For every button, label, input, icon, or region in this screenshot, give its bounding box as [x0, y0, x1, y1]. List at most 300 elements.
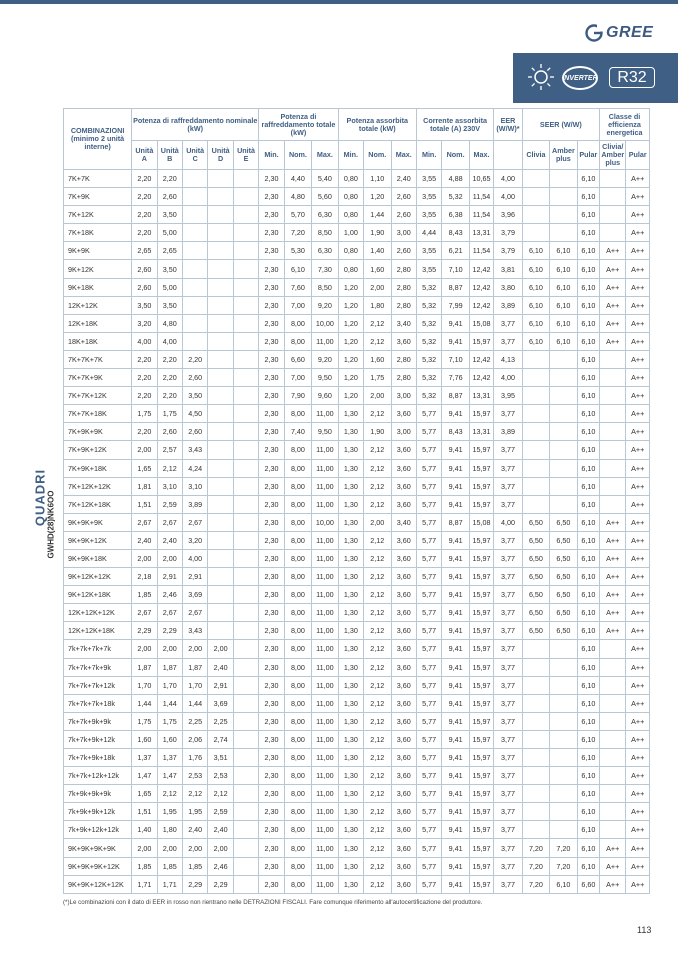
table-cell: 3,79 — [494, 242, 522, 260]
table-cell — [233, 296, 258, 314]
table-cell: 5,30 — [284, 242, 311, 260]
table-cell: 1,51 — [132, 495, 157, 513]
table-cell: 2,30 — [259, 875, 284, 893]
combination-cell: 7K+7K+12K — [64, 387, 132, 405]
table-cell — [208, 332, 233, 350]
table-cell: 5,77 — [416, 622, 441, 640]
table-cell: 2,30 — [259, 640, 284, 658]
table-cell: 11,54 — [469, 206, 493, 224]
table-cell — [600, 495, 626, 513]
header-seer: SEER (W/W) — [522, 109, 599, 141]
table-cell: A++ — [626, 513, 650, 531]
table-cell: 3,77 — [494, 875, 522, 893]
table-cell — [550, 821, 577, 839]
table-cell: 5,77 — [416, 803, 441, 821]
table-cell: 1,30 — [338, 513, 363, 531]
table-cell: 8,00 — [284, 839, 311, 857]
table-cell — [233, 622, 258, 640]
table-cell: 6,10 — [550, 278, 577, 296]
table-row — [64, 785, 650, 803]
table-cell: 0,80 — [338, 206, 363, 224]
table-cell — [600, 206, 626, 224]
table-cell: A++ — [626, 658, 650, 676]
table-cell: 0,80 — [338, 260, 363, 278]
table-cell: 8,00 — [284, 405, 311, 423]
table-cell: 1,30 — [338, 586, 363, 604]
table-cell: 1,87 — [132, 658, 157, 676]
table-cell: 2,12 — [364, 477, 391, 495]
table-cell — [550, 658, 577, 676]
table-cell: 3,60 — [391, 712, 416, 730]
table-cell: 2,30 — [259, 332, 284, 350]
table-cell: A++ — [600, 622, 626, 640]
table-cell — [522, 477, 549, 495]
table-cell: 2,30 — [259, 242, 284, 260]
table-cell — [208, 369, 233, 387]
table-cell: 9,41 — [442, 857, 469, 875]
table-row — [64, 495, 650, 513]
table-cell: 2,53 — [182, 767, 207, 785]
table-cell: 2,00 — [157, 640, 182, 658]
table-cell: 3,55 — [416, 260, 441, 278]
header-clivia: Clivia — [522, 141, 549, 170]
table-cell: 5,77 — [416, 694, 441, 712]
table-cell: 1,40 — [132, 821, 157, 839]
table-cell: 2,40 — [208, 658, 233, 676]
table-cell: 3,60 — [391, 694, 416, 712]
table-cell — [600, 749, 626, 767]
table-cell: 2,12 — [364, 459, 391, 477]
table-cell: 6,10 — [577, 350, 599, 368]
table-cell: 3,89 — [182, 495, 207, 513]
table-cell: 2,67 — [157, 604, 182, 622]
table-cell: 2,53 — [208, 767, 233, 785]
table-cell: 0,80 — [338, 242, 363, 260]
table-cell — [233, 839, 258, 857]
table-cell: 6,50 — [550, 531, 577, 549]
table-cell: 8,00 — [284, 441, 311, 459]
table-cell: 6,10 — [577, 785, 599, 803]
table-cell: 2,12 — [364, 622, 391, 640]
table-row — [64, 260, 650, 278]
table-cell: 2,00 — [182, 640, 207, 658]
table-cell: 1,30 — [338, 875, 363, 893]
table-cell: 5,77 — [416, 730, 441, 748]
table-cell: 13,31 — [469, 423, 493, 441]
table-cell — [233, 332, 258, 350]
table-cell: 1,76 — [182, 749, 207, 767]
table-cell: 3,40 — [391, 513, 416, 531]
combination-cell: 7K+9K+18K — [64, 459, 132, 477]
table-cell: 1,47 — [157, 767, 182, 785]
table-row — [64, 278, 650, 296]
table-cell: 1,81 — [132, 477, 157, 495]
header-combinazioni: COMBINAZIONI (minimo 2 unità interne) — [64, 109, 132, 170]
table-row — [64, 405, 650, 423]
table-cell: 3,60 — [391, 749, 416, 767]
table-cell: 3,77 — [494, 604, 522, 622]
table-cell: 3,77 — [494, 622, 522, 640]
table-cell — [550, 350, 577, 368]
table-cell: 2,30 — [259, 803, 284, 821]
table-cell: A++ — [626, 730, 650, 748]
table-cell: 2,00 — [364, 387, 391, 405]
table-cell: 6,38 — [442, 206, 469, 224]
table-cell: 6,10 — [577, 278, 599, 296]
logo-text: GREE — [606, 24, 654, 41]
table-cell: 8,00 — [284, 749, 311, 767]
table-cell: 1,30 — [338, 622, 363, 640]
table-cell: 15,97 — [469, 821, 493, 839]
table-cell: 3,20 — [182, 531, 207, 549]
side-label — [30, 440, 56, 600]
table-cell: A++ — [600, 513, 626, 531]
table-cell: A++ — [600, 857, 626, 875]
table-cell: 2,18 — [132, 568, 157, 586]
table-cell: 1,85 — [132, 586, 157, 604]
table-cell: A++ — [626, 622, 650, 640]
table-cell — [208, 350, 233, 368]
table-cell: 7,00 — [284, 369, 311, 387]
table-cell: 2,30 — [259, 821, 284, 839]
table-cell — [233, 188, 258, 206]
table-cell: 2,29 — [208, 875, 233, 893]
table-cell: 6,10 — [550, 242, 577, 260]
header-max: Max. — [391, 141, 416, 170]
combination-cell: 12K+12K+18K — [64, 622, 132, 640]
table-row — [64, 188, 650, 206]
table-cell — [600, 441, 626, 459]
table-cell: 2,30 — [259, 712, 284, 730]
table-cell: 15,97 — [469, 405, 493, 423]
table-cell: 3,55 — [416, 170, 441, 188]
table-cell: 1,85 — [182, 857, 207, 875]
table-cell — [600, 767, 626, 785]
table-cell — [208, 477, 233, 495]
table-cell: 2,91 — [157, 568, 182, 586]
table-cell: 8,00 — [284, 586, 311, 604]
table-cell: 6,10 — [522, 296, 549, 314]
table-row — [64, 694, 650, 712]
table-cell: 9,41 — [442, 676, 469, 694]
table-cell: 2,12 — [364, 730, 391, 748]
table-cell: 0,80 — [338, 170, 363, 188]
table-cell: 1,20 — [338, 387, 363, 405]
combination-cell: 7K+7K+7K — [64, 350, 132, 368]
table-cell: 3,77 — [494, 640, 522, 658]
table-cell: 8,00 — [284, 658, 311, 676]
table-cell — [208, 405, 233, 423]
table-cell: 2,30 — [259, 459, 284, 477]
table-cell: 6,50 — [550, 549, 577, 567]
table-cell: 7,10 — [442, 350, 469, 368]
table-row — [64, 170, 650, 188]
table-cell: 5,70 — [284, 206, 311, 224]
table-cell: 1,30 — [338, 694, 363, 712]
table-cell: 7,40 — [284, 423, 311, 441]
table-cell: 2,30 — [259, 224, 284, 242]
table-cell: 6,10 — [577, 513, 599, 531]
table-cell: 2,60 — [391, 188, 416, 206]
combination-cell: 9K+12K+18K — [64, 586, 132, 604]
table-cell: 4,24 — [182, 459, 207, 477]
table-cell: 2,20 — [132, 423, 157, 441]
table-cell: 0,80 — [338, 188, 363, 206]
table-cell: 10,65 — [469, 170, 493, 188]
table-cell: 6,10 — [577, 296, 599, 314]
table-cell: 5,77 — [416, 549, 441, 567]
table-cell: 2,30 — [259, 604, 284, 622]
table-cell: 3,60 — [391, 767, 416, 785]
table-cell: 2,12 — [364, 640, 391, 658]
table-body — [64, 170, 650, 894]
table-cell: 6,10 — [577, 586, 599, 604]
table-cell: 1,30 — [338, 640, 363, 658]
table-cell: 2,40 — [391, 170, 416, 188]
table-cell — [550, 676, 577, 694]
table-cell — [522, 387, 549, 405]
table-cell: 11,00 — [312, 459, 338, 477]
table-cell: A++ — [600, 568, 626, 586]
table-cell: 1,30 — [338, 785, 363, 803]
table-cell: 9,41 — [442, 495, 469, 513]
page-number: 113 — [637, 925, 652, 935]
combination-cell: 7K+12K+12K — [64, 477, 132, 495]
table-cell: 3,60 — [391, 839, 416, 857]
table-cell: 2,12 — [364, 839, 391, 857]
table-cell: 5,77 — [416, 839, 441, 857]
table-cell: 1,44 — [182, 694, 207, 712]
header-class-clivia: Clivia/ Amber plus — [600, 141, 626, 170]
table-cell: 9,41 — [442, 785, 469, 803]
table-row — [64, 350, 650, 368]
table-cell: A++ — [626, 242, 650, 260]
table-cell — [182, 260, 207, 278]
table-cell: 6,50 — [522, 586, 549, 604]
table-cell: 2,67 — [157, 513, 182, 531]
table-cell: 5,77 — [416, 586, 441, 604]
table-cell: A++ — [626, 640, 650, 658]
sun-snow-icon — [527, 63, 555, 91]
table-cell: 1,60 — [132, 730, 157, 748]
table-cell: 3,60 — [391, 857, 416, 875]
table-cell: 1,00 — [338, 224, 363, 242]
table-cell: 11,00 — [312, 857, 338, 875]
table-cell: 2,20 — [132, 170, 157, 188]
table-cell — [208, 260, 233, 278]
table-cell: 13,31 — [469, 224, 493, 242]
table-cell: 6,10 — [577, 170, 599, 188]
header-max: Max. — [312, 141, 338, 170]
table-cell: 4,80 — [284, 188, 311, 206]
table-cell: 11,00 — [312, 622, 338, 640]
table-cell: 1,30 — [338, 658, 363, 676]
table-cell: 2,12 — [182, 785, 207, 803]
table-cell: 1,75 — [157, 405, 182, 423]
table-cell: 5,77 — [416, 568, 441, 586]
table-cell: 6,21 — [442, 242, 469, 260]
table-cell — [233, 767, 258, 785]
combination-cell: 7k+7k+7k+12k — [64, 676, 132, 694]
table-cell: 6,10 — [577, 694, 599, 712]
table-cell: 2,00 — [208, 640, 233, 658]
table-cell: A++ — [626, 260, 650, 278]
table-cell: 3,50 — [182, 387, 207, 405]
table-cell: 15,97 — [469, 712, 493, 730]
table-cell: 3,50 — [157, 296, 182, 314]
table-cell: 5,77 — [416, 459, 441, 477]
table-cell: 6,10 — [577, 495, 599, 513]
table-cell: 3,77 — [494, 694, 522, 712]
table-cell: 4,00 — [182, 549, 207, 567]
table-cell: 2,74 — [208, 730, 233, 748]
table-cell: 2,12 — [364, 875, 391, 893]
table-row — [64, 839, 650, 857]
table-cell: 6,10 — [577, 568, 599, 586]
table-cell: 2,91 — [182, 568, 207, 586]
table-cell: 15,97 — [469, 640, 493, 658]
table-cell: 6,10 — [577, 332, 599, 350]
table-cell: 1,44 — [157, 694, 182, 712]
table-cell: 6,10 — [577, 441, 599, 459]
table-cell: 6,10 — [577, 423, 599, 441]
table-cell: 7,76 — [442, 369, 469, 387]
table-cell — [550, 477, 577, 495]
table-cell — [233, 857, 258, 875]
table-cell: 9,41 — [442, 441, 469, 459]
table-cell: 1,75 — [132, 712, 157, 730]
header-potenza-nominale: Potenza di raffreddamento nominale (kW) — [132, 109, 259, 141]
table-cell — [233, 260, 258, 278]
table-cell — [233, 459, 258, 477]
table-cell: 6,10 — [577, 188, 599, 206]
table-cell: 5,77 — [416, 785, 441, 803]
table-cell: 1,95 — [157, 803, 182, 821]
table-cell: A++ — [626, 549, 650, 567]
table-cell: 15,97 — [469, 441, 493, 459]
table-cell: 8,00 — [284, 332, 311, 350]
table-cell: 8,00 — [284, 676, 311, 694]
table-cell: 6,10 — [522, 314, 549, 332]
header-min: Min. — [416, 141, 441, 170]
table-cell: A++ — [626, 170, 650, 188]
table-cell: 2,12 — [364, 568, 391, 586]
table-cell — [182, 188, 207, 206]
table-cell: 9,20 — [312, 350, 338, 368]
table-cell: 8,00 — [284, 622, 311, 640]
table-cell — [600, 640, 626, 658]
table-cell: A++ — [626, 206, 650, 224]
table-cell: 15,97 — [469, 495, 493, 513]
table-cell — [233, 549, 258, 567]
table-cell — [522, 206, 549, 224]
table-cell — [600, 405, 626, 423]
table-cell: 2,12 — [364, 586, 391, 604]
table-cell: A++ — [626, 839, 650, 857]
table-cell: 15,97 — [469, 604, 493, 622]
table-cell: 1,30 — [338, 477, 363, 495]
table-cell: 1,20 — [338, 332, 363, 350]
table-cell: 3,80 — [494, 278, 522, 296]
table-cell — [522, 495, 549, 513]
table-cell: 13,31 — [469, 387, 493, 405]
table-cell — [208, 622, 233, 640]
table-cell: 5,32 — [416, 350, 441, 368]
table-cell: A++ — [626, 332, 650, 350]
table-cell — [550, 423, 577, 441]
table-cell: 15,97 — [469, 332, 493, 350]
table-cell: A++ — [626, 224, 650, 242]
table-cell: 2,20 — [132, 369, 157, 387]
table-cell: A++ — [600, 586, 626, 604]
table-cell: 3,60 — [391, 658, 416, 676]
combination-cell: 7K+9K+12K — [64, 441, 132, 459]
table-cell: 6,10 — [577, 640, 599, 658]
table-cell: 2,80 — [391, 260, 416, 278]
combination-cell: 9K+18K — [64, 278, 132, 296]
table-cell — [550, 224, 577, 242]
table-cell: 2,30 — [259, 513, 284, 531]
table-cell: A++ — [626, 875, 650, 893]
header-pular: Pular — [577, 141, 599, 170]
table-cell — [233, 712, 258, 730]
table-cell: 2,12 — [364, 441, 391, 459]
table-cell — [522, 369, 549, 387]
table-cell: 2,20 — [132, 224, 157, 242]
table-cell: 1,10 — [364, 170, 391, 188]
table-cell: 1,75 — [132, 405, 157, 423]
table-cell: 6,10 — [577, 857, 599, 875]
table-cell — [522, 785, 549, 803]
table-cell: 1,40 — [364, 242, 391, 260]
table-cell — [208, 224, 233, 242]
table-cell: 8,50 — [312, 278, 338, 296]
table-cell: 7,60 — [284, 278, 311, 296]
specs-table — [63, 108, 650, 894]
table-cell: 2,12 — [157, 459, 182, 477]
combination-cell: 12K+12K — [64, 296, 132, 314]
table-cell: 2,30 — [259, 785, 284, 803]
table-cell — [233, 749, 258, 767]
table-cell: 1,87 — [182, 658, 207, 676]
table-cell — [522, 405, 549, 423]
table-cell: 3,60 — [391, 622, 416, 640]
table-cell: 6,10 — [550, 875, 577, 893]
table-cell: 6,10 — [522, 242, 549, 260]
table-cell: A++ — [600, 604, 626, 622]
table-cell — [600, 188, 626, 206]
combination-cell: 9K+9K+9K+9K — [64, 839, 132, 857]
table-cell — [550, 640, 577, 658]
table-cell — [522, 640, 549, 658]
table-cell: 1,30 — [338, 604, 363, 622]
table-cell: 3,50 — [157, 206, 182, 224]
table-cell — [208, 170, 233, 188]
table-cell: A++ — [626, 495, 650, 513]
table-cell: 3,77 — [494, 658, 522, 676]
table-cell: A++ — [626, 296, 650, 314]
table-cell: 2,30 — [259, 767, 284, 785]
table-cell — [600, 730, 626, 748]
table-cell: 9,41 — [442, 803, 469, 821]
table-cell: 6,10 — [577, 839, 599, 857]
table-cell: 8,00 — [284, 568, 311, 586]
table-cell: 2,12 — [364, 405, 391, 423]
table-cell: 3,77 — [494, 477, 522, 495]
table-row — [64, 857, 650, 875]
table-cell: 2,57 — [157, 441, 182, 459]
table-cell — [522, 459, 549, 477]
